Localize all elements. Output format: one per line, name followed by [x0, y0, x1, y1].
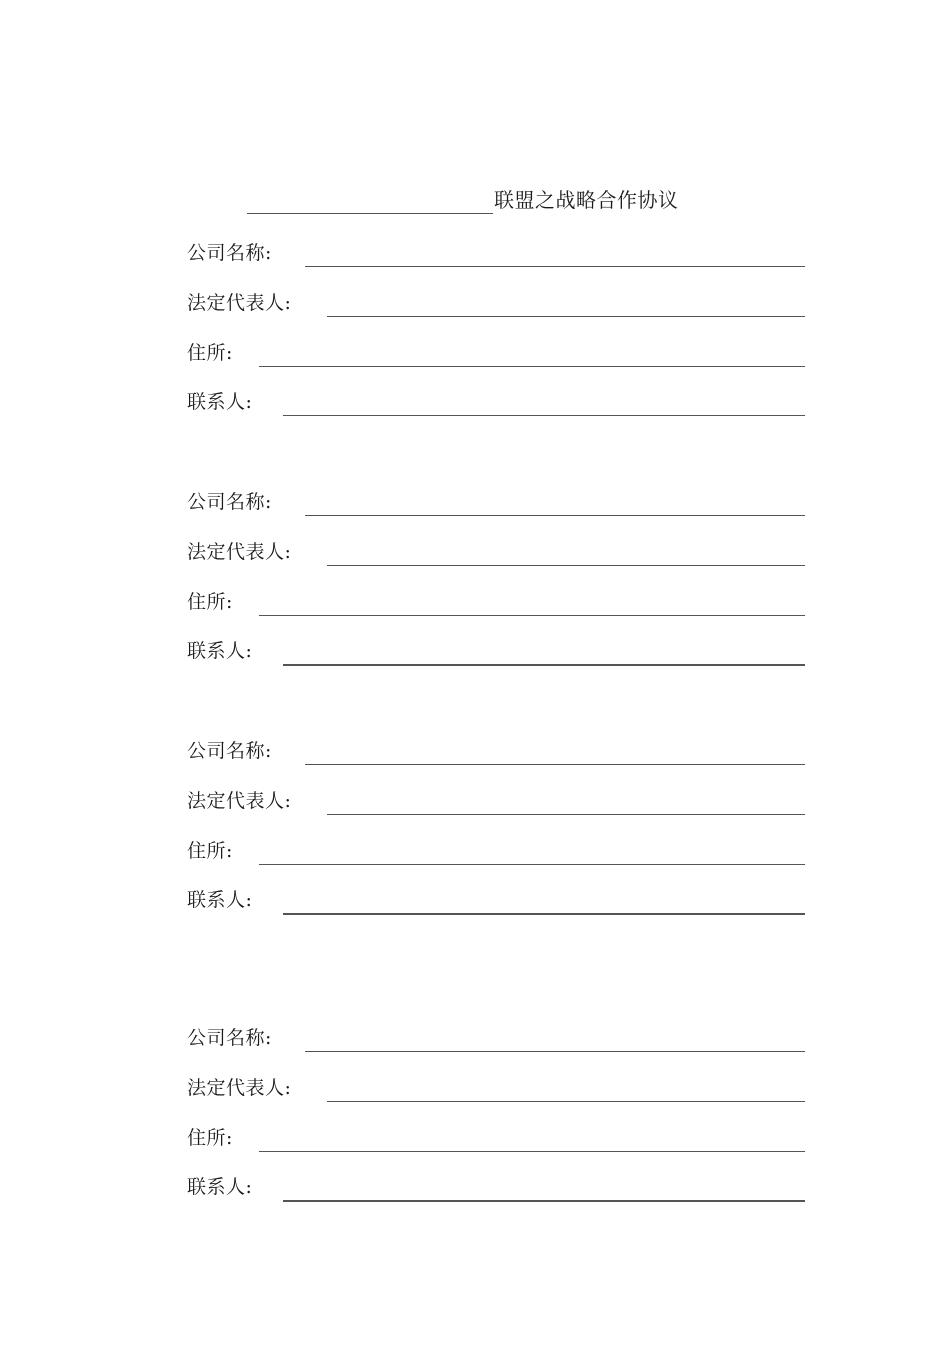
contact-field	[187, 887, 807, 917]
legal-rep-field	[187, 1075, 807, 1105]
contact-blank[interactable]	[283, 1200, 805, 1202]
address-field	[187, 340, 807, 370]
contact-label: 联系人:	[187, 640, 253, 662]
address-field	[187, 1125, 807, 1155]
address-label: 住所:	[187, 840, 233, 862]
company-name-field	[187, 738, 807, 768]
company-name-field	[187, 240, 807, 270]
contact-blank[interactable]	[283, 415, 805, 416]
contact-label: 联系人:	[187, 1176, 253, 1198]
contact-field	[187, 638, 807, 668]
legal-rep-label: 法定代表人:	[187, 541, 292, 563]
address-blank[interactable]	[259, 615, 805, 616]
company-name-blank[interactable]	[305, 515, 805, 516]
address-label: 住所:	[187, 591, 233, 613]
contact-field	[187, 1174, 807, 1204]
legal-rep-blank[interactable]	[327, 565, 805, 566]
address-label: 住所:	[187, 342, 233, 364]
address-blank[interactable]	[259, 864, 805, 865]
company-name-field	[187, 489, 807, 519]
address-field	[187, 838, 807, 868]
company-name-blank[interactable]	[305, 1051, 805, 1052]
address-blank[interactable]	[259, 1151, 805, 1152]
legal-rep-blank[interactable]	[327, 814, 805, 815]
company-name-label: 公司名称:	[187, 1027, 272, 1049]
contact-field	[187, 389, 807, 419]
legal-rep-label: 法定代表人:	[187, 790, 292, 812]
contact-blank[interactable]	[283, 913, 805, 915]
company-name-label: 公司名称:	[187, 242, 272, 264]
company-name-label: 公司名称:	[187, 491, 272, 513]
alliance-name-blank[interactable]	[247, 185, 493, 214]
company-name-label: 公司名称:	[187, 740, 272, 762]
legal-rep-label: 法定代表人:	[187, 1077, 292, 1099]
address-blank[interactable]	[259, 366, 805, 367]
address-field	[187, 589, 807, 619]
company-name-field	[187, 1025, 807, 1055]
legal-rep-field	[187, 290, 807, 320]
legal-rep-label: 法定代表人:	[187, 292, 292, 314]
document-title: 联盟之战略合作协议	[494, 188, 679, 212]
legal-rep-field	[187, 539, 807, 569]
company-name-blank[interactable]	[305, 764, 805, 765]
contact-blank[interactable]	[283, 664, 805, 666]
legal-rep-blank[interactable]	[327, 316, 805, 317]
legal-rep-field	[187, 788, 807, 818]
legal-rep-blank[interactable]	[327, 1101, 805, 1102]
company-name-blank[interactable]	[305, 266, 805, 267]
address-label: 住所:	[187, 1127, 233, 1149]
contact-label: 联系人:	[187, 889, 253, 911]
document-title-row	[247, 182, 679, 214]
contact-label: 联系人:	[187, 391, 253, 413]
